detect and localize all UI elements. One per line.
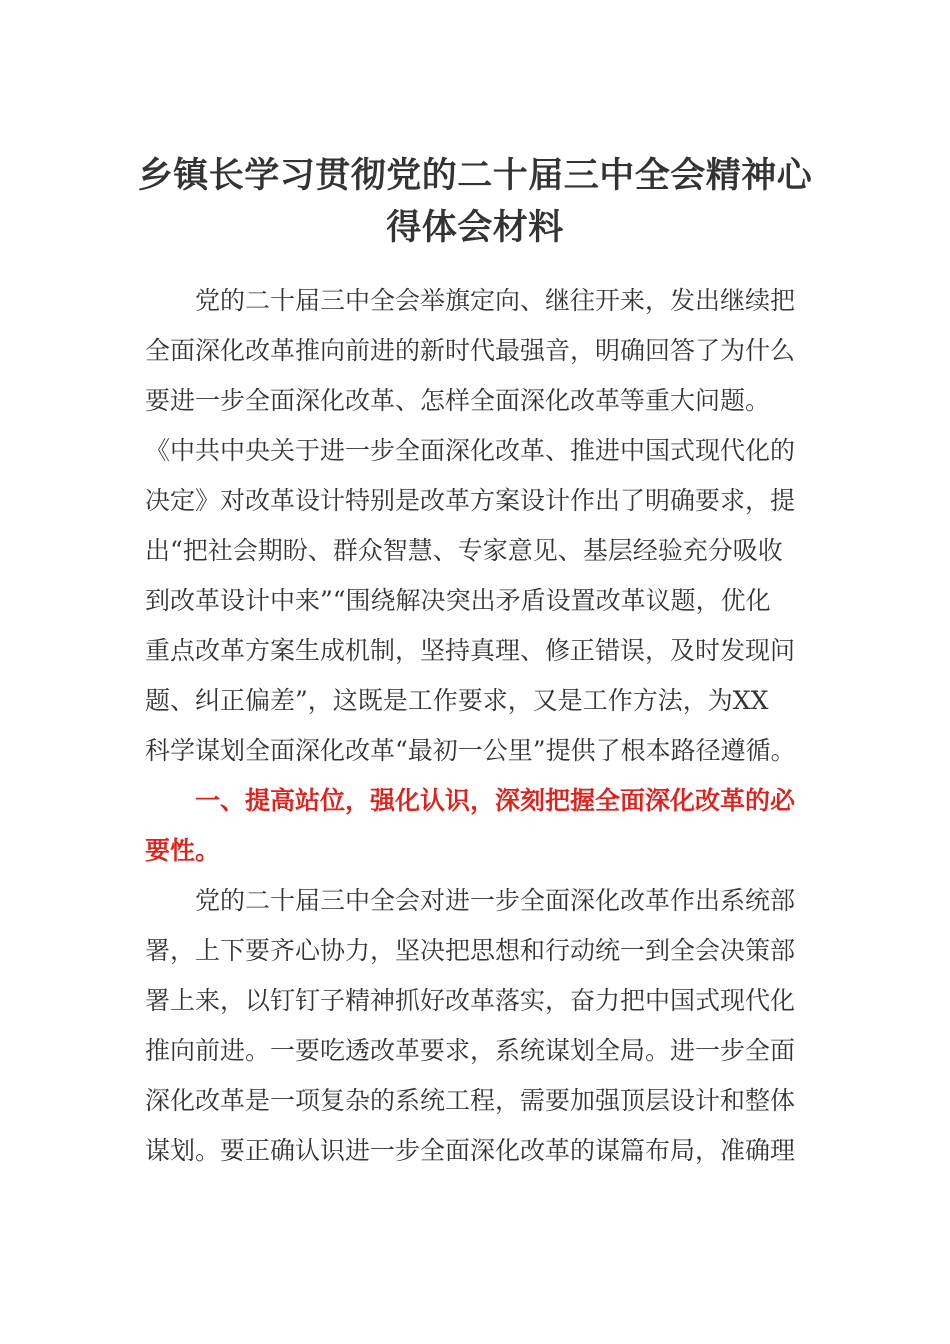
text-line: 要进一步全面深化改革、怎样全面深化改革等重大问题。 xyxy=(145,386,771,415)
paragraph-1 xyxy=(145,276,805,776)
heading-line: 一、提高站位，强化认识，深刻把握全面深化改革的必 xyxy=(195,786,796,815)
text-line: 署，上下要齐心协力，坚决把思想和行动统一到全会决策部 xyxy=(145,936,796,965)
title-line: 得体会材料 xyxy=(386,208,564,248)
section-heading-1 xyxy=(145,776,805,876)
text-line: 科学谋划全面深化改革“最初一公里”提供了根本路径遵循。 xyxy=(145,736,796,765)
text-line: 到改革设计中来”“围绕解决突出矛盾设置改革议题，优化 xyxy=(145,586,771,615)
document-body xyxy=(145,276,805,1176)
document-title xyxy=(130,150,820,254)
text-line: 谋划。要正确认识进一步全面深化改革的谋篇布局，准确理 xyxy=(145,1136,796,1165)
text-line: 《中共中央关于进一步全面深化改革、推进中国式现代化的 xyxy=(145,436,796,465)
text-line: 决定》对改革设计特别是改革方案设计作出了明确要求，提 xyxy=(145,486,796,515)
paragraph-2 xyxy=(145,876,805,1176)
heading-line: 要性。 xyxy=(145,836,221,865)
text-line: 深化改革是一项复杂的系统工程，需要加强顶层设计和整体 xyxy=(145,1086,796,1115)
text-line: 推向前进。一要吃透改革要求，系统谋划全局。进一步全面 xyxy=(145,1036,796,1065)
text-line: 全面深化改革推向前进的新时代最强音，明确回答了为什么 xyxy=(145,336,796,365)
text-line: 署上来，以钉钉子精神抓好改革落实，奋力把中国式现代化 xyxy=(145,986,796,1015)
text-line: 重点改革方案生成机制，坚持真理、修正错误，及时发现问 xyxy=(145,636,796,665)
text-line: 党的二十届三中全会对进一步全面深化改革作出系统部 xyxy=(195,886,796,915)
text-line: 题、纠正偏差”，这既是工作要求，又是工作方法，为XX xyxy=(145,686,769,715)
text-line: 出“把社会期盼、群众智慧、专家意见、基层经验充分吸收 xyxy=(145,536,783,565)
text-line: 党的二十届三中全会举旗定向、继往开来，发出继续把 xyxy=(195,286,796,315)
title-line: 乡镇长学习贯彻党的二十届三中全会精神心 xyxy=(137,156,813,196)
